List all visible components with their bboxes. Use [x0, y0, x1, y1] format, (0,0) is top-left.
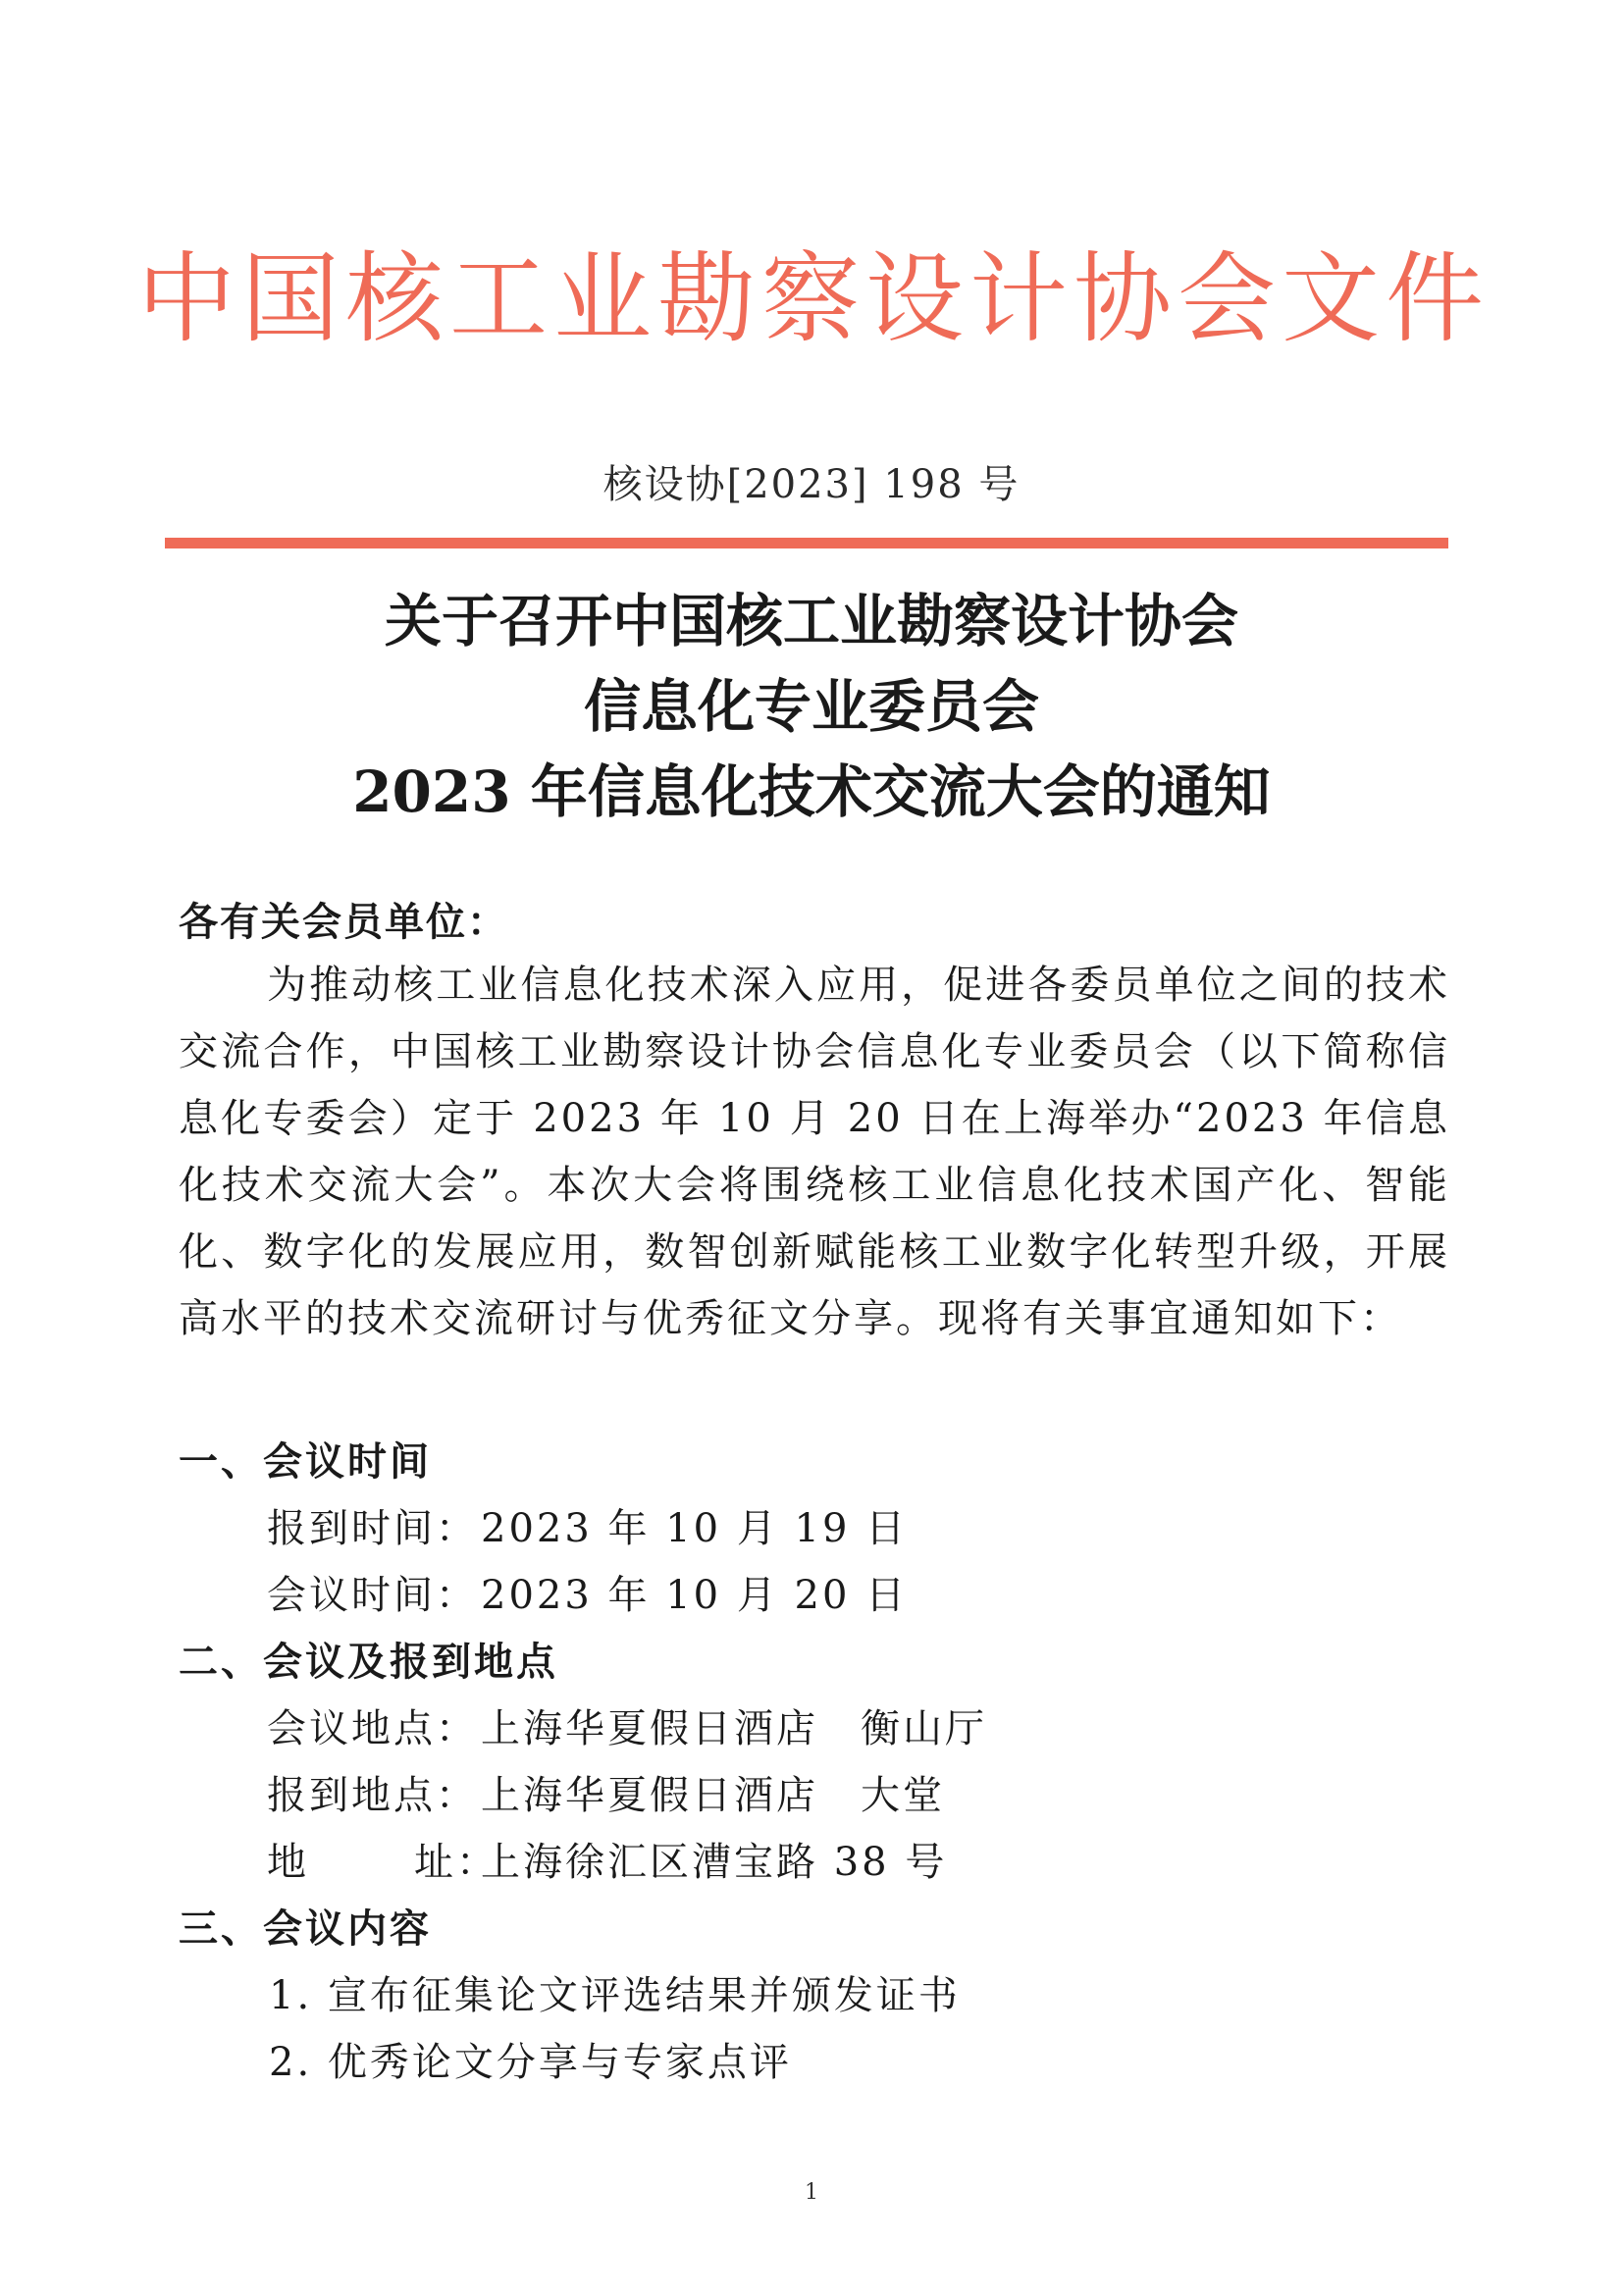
document-number: 核设协[2023] 198 号	[602, 462, 1021, 507]
checkin-place-line	[267, 1764, 945, 1820]
address-label-part-b: 址：	[414, 1840, 498, 1885]
meeting-time-label: 会议时间：	[267, 1573, 478, 1618]
checkin-place-label: 报到地点：	[267, 1773, 478, 1818]
address-label-part-a: 地	[267, 1840, 309, 1885]
section-heading-place: 二、会议及报到地点	[179, 1640, 558, 1685]
title-line-1: 关于召开中国核工业勘察设计协会	[384, 588, 1238, 654]
title-line-3: 2023 年信息化技术交流大会的通知	[352, 758, 1271, 825]
checkin-time-line	[267, 1497, 908, 1553]
organization-header: 中国核工业勘察设计协会文件	[137, 241, 1490, 356]
intro-paragraph	[179, 952, 1450, 1352]
content-item-1: 1. 宣布征集论文评选结果并颁发证书	[269, 1973, 961, 2018]
salutation: 各有关会员单位：	[179, 900, 508, 945]
venue-label: 会议地点：	[267, 1706, 478, 1751]
address-line	[267, 1831, 947, 1887]
venue-value: 上海华夏假日酒店 衡山厅	[481, 1706, 987, 1751]
checkin-time-label: 报到时间：	[267, 1506, 478, 1551]
address-label	[267, 1831, 498, 1887]
address-value: 上海徐汇区漕宝路 38 号	[481, 1840, 948, 1885]
checkin-place-value: 上海华夏假日酒店 大堂	[481, 1773, 945, 1818]
notice-title	[0, 579, 1623, 835]
meeting-time-value: 2023 年 10 月 20 日	[481, 1573, 909, 1618]
meeting-time-line	[267, 1564, 908, 1620]
page-number: 1	[805, 2180, 818, 2205]
title-line-2: 信息化专业委员会	[583, 673, 1039, 740]
content-item-2: 2. 优秀论文分享与专家点评	[269, 2040, 792, 2085]
section-heading-content: 三、会议内容	[179, 1906, 432, 1952]
section-heading-time: 一、会议时间	[179, 1439, 432, 1485]
checkin-time-value: 2023 年 10 月 19 日	[481, 1506, 909, 1551]
intro-text: 为推动核工业信息化技术深入应用，促进各委员单位之间的技术交流合作，中国核工业勘察设计协会信息化专业委员会（以下简称信息化专委会）定于 2023 年 10 月 20 日在上海举办“2023 年信息化技术交流大会”。本次大会将围绕核工业信息化技术国产化、智能化、数字化的发展应用，数智创新赋能核工业数字化转型升级，开展高水平的技术交流研讨与优秀征文分享。现将有关事宜通知如下：	[179, 963, 1450, 1341]
red-divider-line	[165, 538, 1448, 548]
venue-line	[267, 1697, 987, 1753]
